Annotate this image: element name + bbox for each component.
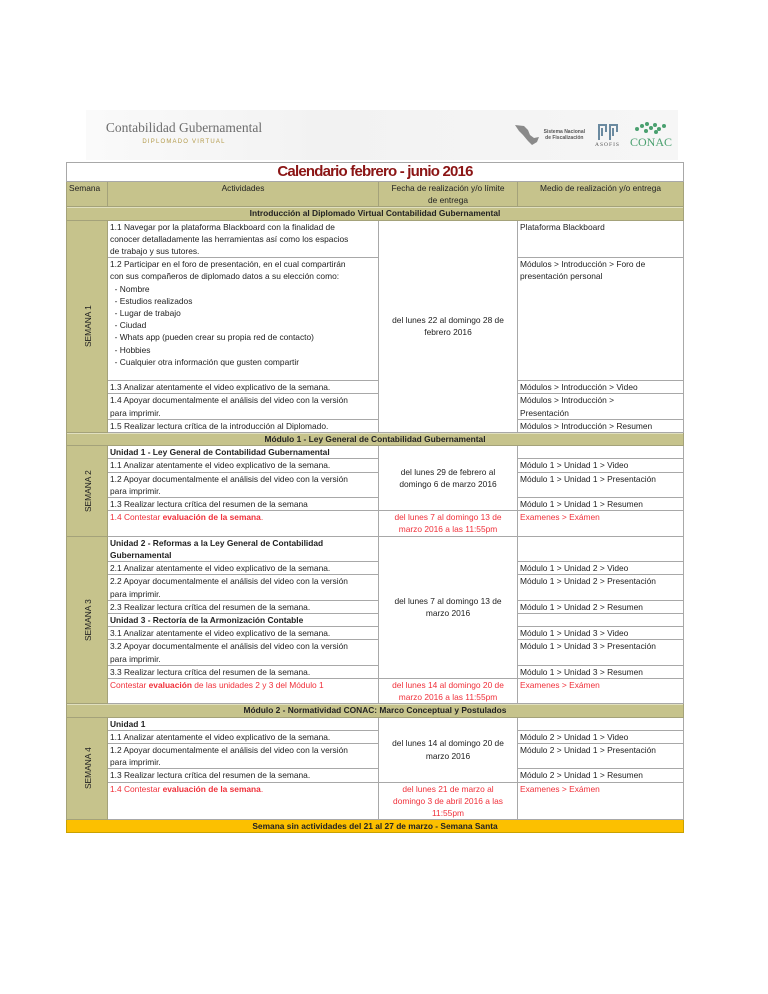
date-cell: del lunes 14 al domingo 20 de marzo 2016 bbox=[379, 717, 518, 782]
activity-row bbox=[67, 446, 684, 459]
activity-text: 1.1 Navegar por la plataforma Blackboard con la finalidad de conocer detalladamente las herramientas así como los espacios de trabajo y sus tutores. bbox=[110, 221, 349, 257]
activity-text: 1.1 Analizar atentamente el video explicativo de la semana. bbox=[110, 460, 331, 471]
section-title: Introducción al Diplomado Virtual Contabilidad Gubernamental bbox=[67, 207, 684, 220]
date-cell: del lunes 21 de marzo al domingo 3 de abril 2016 a las 11:55pm bbox=[379, 782, 518, 820]
calendar-title: Calendario febrero - junio 2016 bbox=[67, 163, 684, 182]
activity-cell bbox=[108, 600, 379, 613]
delivery-medium-cell: Módulo 2 > Unidad 1 > Video bbox=[518, 730, 684, 743]
header-row bbox=[67, 182, 684, 207]
activity-row bbox=[67, 498, 684, 511]
activity-text: 1.5 Realizar lectura crítica de la introducción al Diplomado. bbox=[110, 420, 329, 431]
activity-row bbox=[67, 472, 684, 497]
activity-emphasis: evaluación bbox=[148, 679, 192, 690]
activity-row bbox=[67, 419, 684, 432]
delivery-medium-cell: Módulo 1 > Unidad 2 > Presentación bbox=[518, 575, 684, 600]
activity-row bbox=[67, 258, 684, 381]
activity-cell bbox=[108, 394, 379, 419]
delivery-medium-cell: Módulo 1 > Unidad 3 > Presentación bbox=[518, 640, 684, 665]
activity-text: 1.4 Apoyar documentalmente el análisis del video con la versión para imprimir. bbox=[110, 395, 348, 418]
delivery-medium-cell: Módulos > Introducción > Resumen bbox=[518, 419, 684, 432]
delivery-medium-cell: Módulo 1 > Unidad 1 > Presentación bbox=[518, 472, 684, 497]
column-header-fecha: Fecha de realización y/o límite de entrega bbox=[379, 182, 518, 207]
activity-row bbox=[67, 769, 684, 782]
activity-text: 1.2 Apoyar documentalmente el análisis del video con la versión para imprimir. bbox=[110, 744, 348, 768]
activity-text: 1.2 Participar en el foro de presentación, en el cual compartirán con sus compañeros de diplomado datos a su elección como: - Nombre - Estudios realizados - Lugar de trabajo - Ciudad - Whats app (pueden crear su propia red de contacto) - Hobbies - Cualquier otra información que gusten compartir bbox=[110, 259, 346, 367]
activity-cell bbox=[108, 743, 379, 768]
snf-label: Sistema Nacional de Fiscalización bbox=[543, 129, 586, 141]
date-cell: del lunes 22 al domingo 28 de febrero 2016 bbox=[379, 220, 518, 432]
delivery-medium-cell: Módulos > Introducción > Foro de presentación personal bbox=[518, 258, 684, 381]
date-cell: del lunes 7 al domingo 13 de marzo 2016 a las 11:55pm bbox=[379, 511, 518, 536]
activity-emphasis: Unidad 1 bbox=[110, 718, 146, 729]
activity-text: de las unidades 2 y 3 del Módulo 1 bbox=[191, 679, 324, 690]
delivery-medium-cell: Examenes > Exámen bbox=[518, 782, 684, 820]
conac-logo bbox=[630, 121, 672, 150]
activity-row bbox=[67, 640, 684, 665]
delivery-medium-cell: Módulo 1 > Unidad 3 > Resumen bbox=[518, 665, 684, 678]
activity-cell bbox=[108, 613, 379, 626]
delivery-medium-cell bbox=[518, 613, 684, 626]
delivery-medium-cell: Módulo 1 > Unidad 2 > Video bbox=[518, 562, 684, 575]
brand-subtitle: DIPLOMADO VIRTUAL bbox=[142, 139, 226, 145]
activity-text: 1.3 Realizar lectura crítica del resumen de la semana. bbox=[110, 770, 311, 781]
delivery-medium-cell: Examenes > Exámen bbox=[518, 511, 684, 536]
section-row bbox=[67, 207, 684, 220]
delivery-medium-cell: Módulo 2 > Unidad 1 > Resumen bbox=[518, 769, 684, 782]
activity-cell bbox=[108, 472, 379, 497]
delivery-medium-cell: Plataforma Blackboard bbox=[518, 220, 684, 258]
delivery-medium-cell bbox=[518, 446, 684, 459]
activity-text: Contestar bbox=[110, 679, 149, 690]
column-header-actividades: Actividades bbox=[108, 182, 379, 207]
brand-logo bbox=[94, 120, 274, 145]
activity-cell bbox=[108, 782, 379, 820]
activity-cell bbox=[108, 419, 379, 432]
activity-row bbox=[67, 220, 684, 258]
delivery-medium-cell bbox=[518, 717, 684, 730]
activity-row bbox=[67, 600, 684, 613]
activity-emphasis: Unidad 3 - Rectoría de la Armonización Contable bbox=[110, 614, 304, 625]
activity-row bbox=[67, 562, 684, 575]
calendar-table bbox=[66, 162, 684, 833]
activity-row bbox=[67, 381, 684, 394]
section-title: Módulo 2 - Normatividad CONAC: Marco Conceptual y Postulados bbox=[67, 704, 684, 717]
conac-label: CONAC bbox=[629, 134, 672, 149]
activity-text: . bbox=[260, 512, 264, 523]
activity-row bbox=[67, 730, 684, 743]
title-row bbox=[67, 163, 684, 182]
week-label-cell bbox=[67, 220, 108, 432]
activity-row bbox=[67, 613, 684, 626]
activity-row bbox=[67, 459, 684, 472]
delivery-medium-cell: Módulos > Introducción > Video bbox=[518, 381, 684, 394]
activity-emphasis: Unidad 2 - Reformas a la Ley General de Contabilidad Gubernamental bbox=[110, 537, 324, 560]
activity-cell bbox=[108, 665, 379, 678]
section-row bbox=[67, 704, 684, 717]
header-banner bbox=[86, 110, 678, 160]
activity-cell bbox=[108, 640, 379, 665]
week-label-cell bbox=[67, 446, 108, 536]
week-label: SEMANA 4 bbox=[82, 747, 93, 790]
asofis-label: ASOFIS bbox=[595, 142, 620, 148]
activity-cell bbox=[108, 678, 379, 703]
activity-text: . bbox=[260, 783, 264, 794]
activity-emphasis: Unidad 1 - Ley General de Contabilidad Gubernamental bbox=[110, 447, 330, 458]
asofis-logo bbox=[595, 122, 620, 148]
delivery-medium-cell: Módulo 1 > Unidad 2 > Resumen bbox=[518, 600, 684, 613]
date-cell: del lunes 7 al domingo 13 de marzo 2016 bbox=[379, 536, 518, 678]
holiday-label: Semana sin actividades del 21 al 27 de marzo - Semana Santa bbox=[67, 820, 684, 833]
conac-dots-icon bbox=[634, 121, 668, 135]
activity-row bbox=[67, 743, 684, 768]
delivery-medium-cell: Examenes > Exámen bbox=[518, 678, 684, 703]
activity-text: 2.2 Apoyar documentalmente el análisis del video con la versión para imprimir. bbox=[110, 576, 348, 599]
activity-emphasis: evaluación de la semana bbox=[162, 512, 261, 523]
activity-cell bbox=[108, 381, 379, 394]
partner-logos bbox=[514, 114, 672, 156]
date-cell: del lunes 29 de febrero al domingo 6 de marzo 2016 bbox=[379, 446, 518, 511]
activity-text: 1.4 Contestar bbox=[110, 783, 163, 794]
activity-cell bbox=[108, 575, 379, 600]
activity-text: 1.2 Apoyar documentalmente el análisis del video con la versión para imprimir. bbox=[110, 473, 348, 496]
activity-row bbox=[67, 536, 684, 561]
activity-cell bbox=[108, 498, 379, 511]
activity-cell bbox=[108, 769, 379, 782]
activity-cell bbox=[108, 562, 379, 575]
activity-emphasis: evaluación de la semana bbox=[162, 783, 261, 794]
snf-logo bbox=[514, 123, 585, 147]
activity-text: 3.1 Analizar atentamente el video explicativo de la semana. bbox=[110, 628, 331, 639]
column-header-semana: Semana bbox=[67, 182, 108, 207]
holiday-row bbox=[67, 820, 684, 833]
activity-row bbox=[67, 575, 684, 600]
activity-row bbox=[67, 511, 684, 536]
activity-text: 1.4 Contestar bbox=[110, 512, 163, 523]
activity-cell bbox=[108, 717, 379, 730]
delivery-medium-cell: Módulo 1 > Unidad 1 > Video bbox=[518, 459, 684, 472]
activity-text: 3.3 Realizar lectura crítica del resumen de la semana. bbox=[110, 666, 311, 677]
delivery-medium-cell: Módulo 2 > Unidad 1 > Presentación bbox=[518, 743, 684, 768]
activity-text: 3.2 Apoyar documentalmente el análisis del video con la versión para imprimir. bbox=[110, 641, 348, 664]
brand-title: Contabilidad Gubernamental bbox=[105, 120, 263, 135]
delivery-medium-cell bbox=[518, 536, 684, 561]
delivery-medium-cell: Módulo 1 > Unidad 1 > Resumen bbox=[518, 498, 684, 511]
activity-cell bbox=[108, 258, 379, 381]
activity-cell bbox=[108, 459, 379, 472]
delivery-medium-cell: Módulo 1 > Unidad 3 > Video bbox=[518, 627, 684, 640]
activity-text: 1.3 Analizar atentamente el video explicativo de la semana. bbox=[110, 382, 331, 393]
activity-cell bbox=[108, 730, 379, 743]
activity-row bbox=[67, 678, 684, 703]
date-cell: del lunes 14 al domingo 20 de marzo 2016 a las 11:55pm bbox=[379, 678, 518, 703]
activity-row bbox=[67, 782, 684, 820]
activity-cell bbox=[108, 536, 379, 561]
week-label: SEMANA 1 bbox=[82, 305, 93, 348]
activity-text: 2.3 Realizar lectura crítica del resumen de la semana. bbox=[110, 601, 311, 612]
activity-row bbox=[67, 394, 684, 419]
asofis-icon bbox=[597, 122, 619, 142]
week-label-cell bbox=[67, 717, 108, 820]
activity-text: 2.1 Analizar atentamente el video explicativo de la semana. bbox=[110, 563, 331, 574]
activity-cell bbox=[108, 220, 379, 258]
activity-row bbox=[67, 627, 684, 640]
delivery-medium-cell: Módulos > Introducción > Presentación bbox=[518, 394, 684, 419]
activity-row bbox=[67, 665, 684, 678]
section-title: Módulo 1 - Ley General de Contabilidad Gubernamental bbox=[67, 433, 684, 446]
activity-text: 1.3 Realizar lectura crítica del resumen de la semana bbox=[110, 499, 308, 510]
week-label: SEMANA 3 bbox=[82, 599, 93, 641]
activity-cell bbox=[108, 446, 379, 459]
week-label: SEMANA 2 bbox=[82, 470, 93, 512]
activity-cell bbox=[108, 627, 379, 640]
section-row bbox=[67, 433, 684, 446]
week-label-cell bbox=[67, 536, 108, 704]
activity-cell bbox=[108, 511, 379, 536]
activity-text: 1.1 Analizar atentamente el video explicativo de la semana. bbox=[110, 731, 331, 742]
column-header-medio: Medio de realización y/o entrega bbox=[518, 182, 684, 207]
mexico-map-icon bbox=[514, 123, 540, 147]
activity-row bbox=[67, 717, 684, 730]
